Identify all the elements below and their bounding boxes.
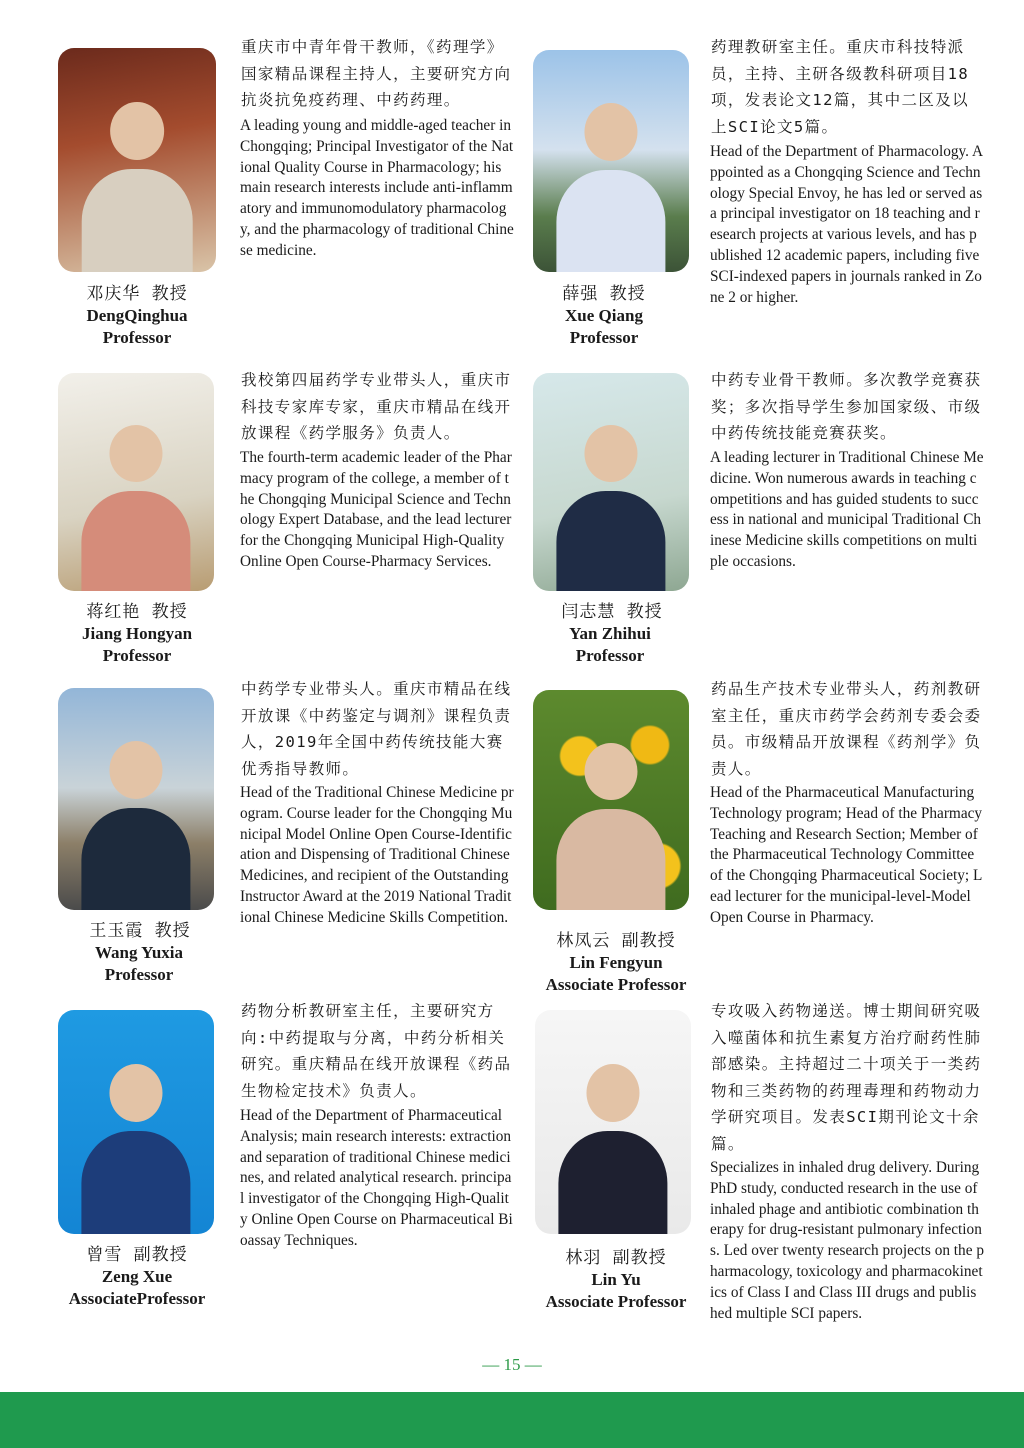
portrait-photo (58, 1010, 214, 1234)
chinese-bio: 中药学专业带头人。重庆市精品在线开放课《中药鉴定与调剂》课程负责人，2019年全国中药传统技能大赛优秀指导教师。 (241, 680, 512, 778)
academic-title: Professor (569, 328, 639, 347)
english-name: Yan Zhihui (569, 624, 651, 643)
portrait-photo (58, 688, 214, 910)
footer-bar (0, 1392, 1024, 1448)
english-bio: Specializes in inhaled drug delivery. During PhD study, conducted research in the use of inhaled phage and antibiotic combination therapy for drug-resistant pulmonary infections. Led over twenty research projects on the pharmacology, toxicology and pharmacokinetics of Class I and Class III drugs and published multiple SCI papers. (710, 1159, 984, 1322)
chinese-bio: 重庆市中青年骨干教师，《药理学》国家精品课程主持人，主要研究方向抗炎抗免疫药理、中药药理。 (241, 38, 512, 109)
portrait-photo (535, 1010, 691, 1234)
portrait-photo (58, 48, 216, 272)
page-number: — 15 — (482, 1355, 542, 1374)
chinese-name: 林凤云 副教授 (556, 931, 676, 951)
academic-title: Professor (104, 965, 174, 984)
portrait-photo (533, 373, 689, 591)
english-name: Lin Yu (591, 1270, 641, 1289)
academic-title: Professor (102, 328, 172, 347)
chinese-bio: 专攻吸入药物递送。博士期间研究吸入噬菌体和抗生素复方治疗耐药性肺部感染。主持超过二十项关于一类药物和三类药物的药理毒理和药物动力学研究项目。发表SCI期刊论文十余篇。 (711, 1002, 982, 1153)
chinese-name: 林羽 副教授 (565, 1248, 667, 1268)
english-name: DengQinghua (86, 306, 188, 325)
portrait-photo (533, 50, 689, 272)
chinese-name: 闫志慧 教授 (561, 602, 663, 622)
english-bio: The fourth-term academic leader of the Pharmacy program of the college, a member of the Chongqing Municipal Science and Technology Expert Database, and the lead lecturer for the Chongqing Municipal High-Quality Online Open Course-Pharmacy Services. (240, 449, 512, 570)
portrait-photo (58, 373, 214, 591)
academic-title: Professor (575, 646, 645, 665)
english-bio: Head of the Department of Pharmaceutical Analysis; main research interests: extraction and separation of traditional Chinese medicines, and related analytical research. principal investigator of the Chongqing High-Quality Online Open Course on Pharmaceutical Bioassay Techniques. (240, 1107, 513, 1249)
english-name: Wang Yuxia (94, 943, 184, 962)
chinese-bio: 药品生产技术专业带头人，药剂教研室主任，重庆市药学会药剂专委会委员。市级精品开放课程《药剂学》负责人。 (711, 680, 982, 778)
chinese-bio: 药理教研室主任。重庆市科技特派员，主持、主研各级教科研项目18项，发表论文12篇，其中二区及以上SCI论文5篇。 (711, 38, 970, 136)
english-bio: Head of the Traditional Chinese Medicine program. Course leader for the Chongqing Municipal Model Online Open Course-Identification and Dispensing of Traditional Chinese Medicines, and recipient of the Outstanding Instructor Award at the 2019 National Traditional Chinese Medicine Skills Competition. (240, 784, 514, 926)
chinese-bio: 我校第四届药学专业带头人，重庆市科技专家库专家，重庆市精品在线开放课程《药学服务》负责人。 (241, 371, 512, 442)
english-bio: Head of the Department of Pharmacology. Appointed as a Chongqing Science and Technology Special Envoy, he has led or served as a principal investigator on 18 teaching and research projects at various levels, and has published 12 academic papers, including five SCI-indexed papers in journals ranked in Zone 2 or higher. (710, 143, 983, 306)
chinese-name: 曾雪 副教授 (86, 1245, 188, 1265)
english-name: Zeng Xue (101, 1267, 173, 1286)
english-name: Lin Fengyun (569, 953, 663, 972)
chinese-name: 蒋红艳 教授 (86, 602, 188, 622)
academic-title: Professor (102, 646, 172, 665)
chinese-bio: 中药专业骨干教师。多次教学竞赛获奖；多次指导学生参加国家级、市级中药传统技能竞赛获奖。 (711, 371, 982, 442)
english-name: Jiang Hongyan (81, 624, 193, 643)
english-bio: Head of the Pharmaceutical Manufacturing Technology program; Head of the Pharmacy Teaching and Research Section; Member of the Pharmaceutical Technology Committee of the Chongqing Pharmaceutical Society; Lead lecturer for the municipal-level-Model Open Course in Pharmacy. (710, 784, 983, 926)
english-bio: A leading young and middle-aged teacher in Chongqing; Principal Investigator of the National Quality Course in Pharmacology; his main research interests include anti-inflammatory and immunomodulatory pharmacology, and the pharmacology of traditional Chinese medicine. (240, 117, 514, 259)
academic-title: Associate Professor (545, 1292, 687, 1311)
academic-title: AssociateProfessor (68, 1289, 206, 1308)
english-name: Xue Qiang (565, 306, 643, 325)
chinese-name: 王玉霞 教授 (89, 921, 191, 941)
portrait-photo (533, 690, 689, 910)
chinese-bio: 药物分析教研室主任，主要研究方向:中药提取与分离，中药分析相关研究。重庆精品在线开放课程《药品生物检定技术》负责人。 (241, 1002, 512, 1100)
english-bio: A leading lecturer in Traditional Chinese Medicine. Won numerous awards in teaching competitions and has guided students to success in national and municipal Traditional Chinese Medicine skills competitions on multiple occasions. (710, 449, 984, 570)
chinese-name: 薛强 教授 (562, 284, 646, 304)
chinese-name: 邓庆华 教授 (86, 284, 188, 304)
academic-title: Associate Professor (545, 975, 687, 994)
